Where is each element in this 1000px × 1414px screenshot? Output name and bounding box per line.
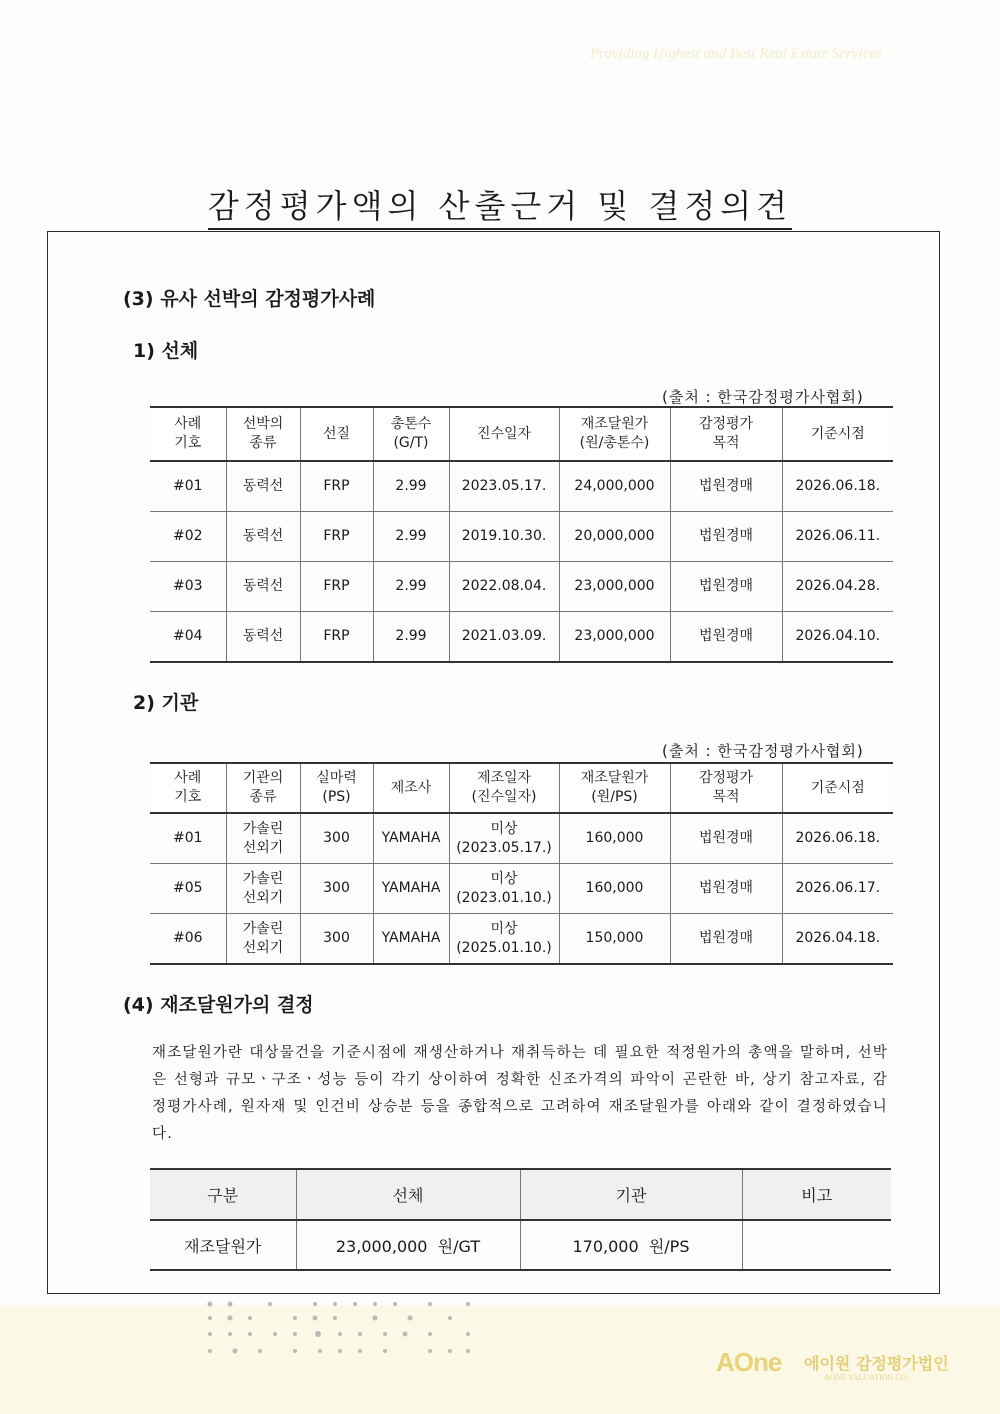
engine-cell-line: YAMAHA [381,930,441,946]
logo-mark: AOne [716,1347,782,1377]
engine-header-line: (원/PS) [591,789,638,805]
engine-cell-line: 법원경매 [698,930,754,946]
engine-header-cell [449,763,559,813]
hull-header-cell [559,407,670,461]
hull-header-line: 기호 [174,435,202,451]
engine-header-line: 기준시점 [810,779,865,796]
engine-cell [449,813,559,864]
engine-cell-line: (2023.01.10.) [456,889,552,906]
hull-header-line: 총톤수 [390,416,432,432]
engine-header-cell [150,763,226,813]
hull-cell: 동력선 [226,461,300,512]
engine-source-note: (출처 : 한국감정평가사협회) [662,742,864,760]
hull-header-line: 감정평가 [698,416,754,432]
summary-header-engine: 기관 [520,1169,742,1220]
engine-cell [449,864,559,914]
hull-cell: 법원경매 [670,612,782,663]
hull-header-line: 목적 [712,435,740,451]
hull-row [150,562,893,612]
hull-header-cell [449,407,559,461]
summary-cell-category: 재조달원가 [150,1220,296,1270]
engine-cell-line: 미상 [490,870,518,887]
summary-cell-engine: 170,000 원/PS [520,1220,742,1270]
hull-cell: 23,000,000 [559,612,670,663]
company-logo [716,1345,956,1389]
hull-cell: #01 [150,461,226,512]
engine-header-cell [226,763,300,813]
engine-row [150,864,893,914]
engine-cell-line: 300 [323,880,350,896]
hull-cell: 동력선 [226,512,300,562]
engine-cell-line: 160,000 [585,880,644,896]
engine-cell-line: 가솔린 [242,920,284,937]
hull-header-cell [300,407,373,461]
hull-cell: 2026.06.11. [782,512,893,562]
hull-table-header [150,407,893,461]
engine-cell-line: 법원경매 [698,880,754,896]
hull-header-line: (원/총톤수) [579,435,650,451]
hull-cell: 2021.03.09. [449,612,559,663]
hull-cell: 동력선 [226,562,300,612]
section-4-heading: (4) 재조달원가의 결정 [123,994,314,1016]
hull-cell: 2019.10.30. [449,512,559,562]
hull-cell: 2026.04.28. [782,562,893,612]
hull-cell: 20,000,000 [559,512,670,562]
engine-cell [150,813,226,864]
engine-cell [373,914,449,965]
hull-header-cell [226,407,300,461]
engine-cell [373,864,449,914]
engine-cell-line: 2026.06.17. [795,880,881,896]
hull-cell: #02 [150,512,226,562]
engine-cell [559,864,670,914]
engine-cell [300,914,373,965]
engine-cell-line: 가솔린 [242,870,284,887]
hull-cell: FRP [300,461,373,512]
hull-header-cell [670,407,782,461]
engine-cases-table [150,762,893,965]
engine-header-line: 종류 [249,789,277,805]
hull-cell: 2.99 [373,512,449,562]
hull-cell: 2023.05.17. [449,461,559,512]
hull-cell: 2.99 [373,461,449,512]
hull-source-note: (출처 : 한국감정평가사협회) [662,388,864,406]
hull-header-line: 사례 [174,416,202,432]
engine-cell [449,914,559,965]
hull-cell: 법원경매 [670,562,782,612]
engine-header-line: 제조일자 [476,770,532,786]
engine-cell [226,813,300,864]
summary-row [150,1220,891,1270]
engine-header-line: 기관의 [242,770,284,786]
hull-header-line: 재조달원가 [580,416,649,432]
hull-cell: #03 [150,562,226,612]
engine-header-line: (PS) [322,789,351,805]
engine-cell-line: YAMAHA [381,880,441,896]
engine-cell [300,864,373,914]
engine-cell-line: 2026.06.18. [795,830,881,846]
engine-header-cell [373,763,449,813]
section-3-heading: (3) 유사 선박의 감정평가사례 [123,288,376,310]
footer-dot-pattern [200,1296,480,1366]
summary-cell-remarks [742,1220,891,1270]
engine-cell-line: 300 [323,930,350,946]
hull-header-cell [373,407,449,461]
hull-header-cell [150,407,226,461]
engine-table-header [150,763,893,813]
subsection-hull-heading: 1) 선체 [133,340,199,362]
page-title-text: 감정평가액의 산출근거 및 결정의견 [208,187,792,230]
hull-header-line: 기준시점 [810,425,865,442]
hull-row [150,461,893,512]
engine-header-line: 재조달원가 [580,770,649,786]
summary-header-remarks: 비고 [742,1169,891,1220]
engine-cell [559,914,670,965]
engine-header-cell [782,763,893,813]
engine-header-line: 제조사 [390,779,432,796]
hull-cell: 2026.06.18. [782,461,893,512]
replacement-cost-summary-table [150,1168,891,1271]
engine-cell [782,864,893,914]
engine-header-line: 감정평가 [698,770,754,786]
hull-cell: 동력선 [226,612,300,663]
engine-header-line: 실마력 [316,770,357,786]
hull-cell: FRP [300,562,373,612]
hull-cell: 법원경매 [670,512,782,562]
engine-header-cell [559,763,670,813]
engine-cell [670,914,782,965]
engine-cell [782,914,893,965]
engine-cell-line: (2023.05.17.) [456,839,552,856]
engine-cell-line: 미상 [490,920,518,937]
logo-company-subtitle: AONE VALUATION CO. [824,1373,909,1382]
summary-cell-hull: 23,000,000 원/GT [296,1220,520,1270]
hull-cell: 2.99 [373,612,449,663]
engine-cell-line: #06 [172,930,203,946]
hull-cell: #04 [150,612,226,663]
hull-header-cell [782,407,893,461]
engine-cell-line: 법원경매 [698,830,754,846]
engine-cell [226,914,300,965]
engine-header-line: 기호 [174,789,202,805]
engine-cell-line: 160,000 [585,830,644,846]
engine-cell [226,864,300,914]
hull-row [150,612,893,663]
engine-row [150,914,893,965]
page-title [0,181,1000,227]
hull-header-line: (G/T) [393,435,429,451]
engine-row [150,813,893,864]
engine-cell [559,813,670,864]
engine-header-cell [300,763,373,813]
summary-header-category: 구분 [150,1169,296,1220]
engine-cell-line: 가솔린 [242,820,284,837]
hull-cell: 2026.04.10. [782,612,893,663]
hull-cases-table [150,406,893,663]
engine-cell-line: 선외기 [242,939,284,956]
engine-cell [300,813,373,864]
hull-cell: FRP [300,612,373,663]
engine-cell [670,813,782,864]
logo-company-name: 에이원 감정평가법인 [804,1354,949,1373]
hull-header-line: 선질 [322,425,351,442]
engine-cell-line: 150,000 [585,930,644,946]
engine-cell-line: 선외기 [242,889,284,906]
hull-cell: 법원경매 [670,461,782,512]
engine-cell-line: 미상 [490,820,518,837]
hull-cell: 2022.08.04. [449,562,559,612]
hull-cell: 2.99 [373,562,449,612]
replacement-cost-paragraph: 재조달원가란 대상물건을 기준시점에 재생산하거나 재취득하는 데 필요한 적정원가의 총액을 말하며, 선박은 선형과 규모ㆍ구조ㆍ성능 등이 각기 상이하여 정확한 신조가격의 파악이 곤란한 바, 상기 참고자료, 감정평가사례, 원자재 및 인건비 상승분 등을 종합적으로 고려하여 재조달원가를 아래와 같이 결정하였습니다. [152,1045,888,1142]
engine-header-line: (진수일자) [471,789,537,805]
hull-cell: 24,000,000 [559,461,670,512]
summary-header-row [150,1169,891,1220]
watermark-tagline: Providing Highest and Best Real Estate Services [590,46,882,62]
engine-header-line: 목적 [712,789,740,805]
engine-cell-line: #05 [172,880,203,896]
engine-cell-line: 300 [323,830,350,846]
engine-cell [782,813,893,864]
hull-header-line: 선박의 [242,416,284,432]
engine-cell-line: (2025.01.10.) [456,939,552,956]
engine-cell-line: YAMAHA [381,830,441,846]
engine-cell-line: 2026.04.18. [795,930,881,946]
hull-cell: FRP [300,512,373,562]
hull-header-line: 종류 [249,435,277,451]
subsection-engine-heading: 2) 기관 [133,692,199,714]
engine-cell-line: 선외기 [242,839,284,856]
engine-header-line: 사례 [174,770,202,786]
engine-cell [373,813,449,864]
engine-cell-line: #01 [172,830,203,846]
engine-cell [150,914,226,965]
engine-cell [670,864,782,914]
engine-cell [150,864,226,914]
summary-header-hull: 선체 [296,1169,520,1220]
hull-header-line: 진수일자 [476,425,532,442]
hull-cell: 23,000,000 [559,562,670,612]
hull-row [150,512,893,562]
engine-header-cell [670,763,782,813]
